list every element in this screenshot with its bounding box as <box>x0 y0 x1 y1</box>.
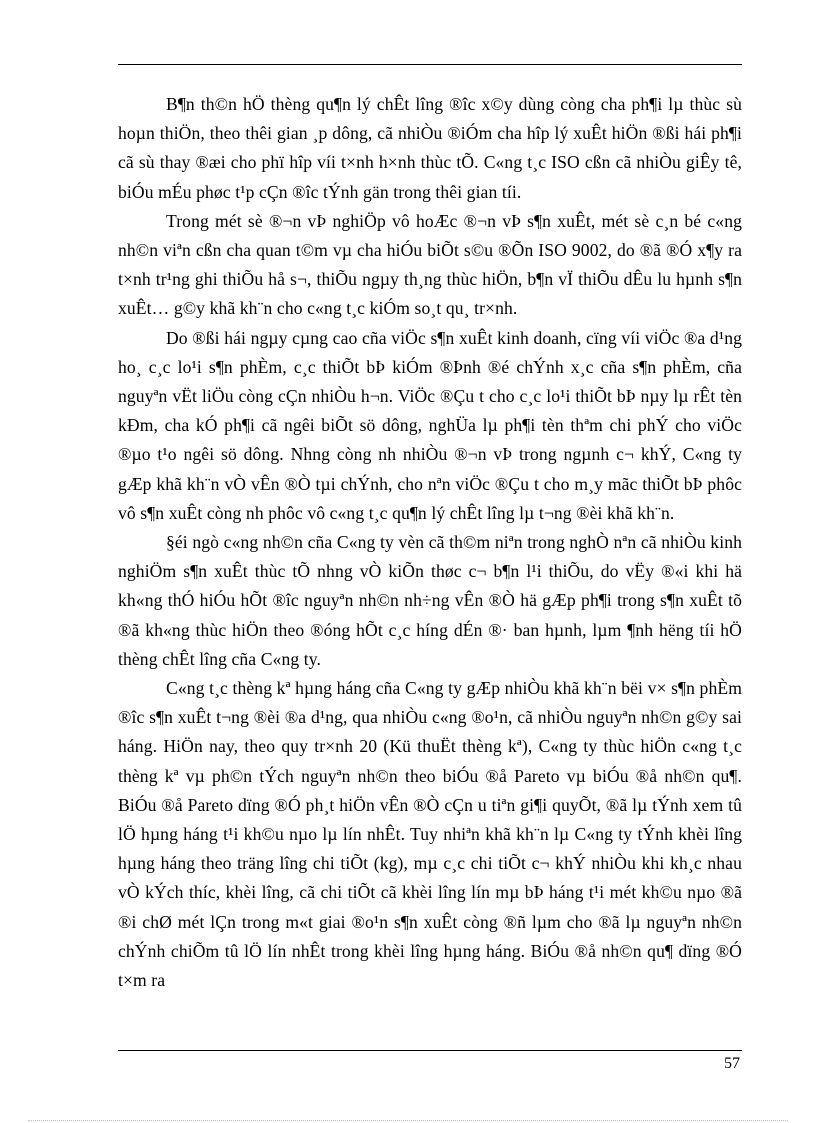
paragraph-1: B¶n th©n hÖ thèng qu¶n lý chÊt lîng ®îc x©y dùng còng cha ph¶i lµ thùc sù hoµn thiÖn, theo thêi gian ¸p dông, cã nhiÒu ®iÓm cha hîp lý xuÊt hiÖn ®ßi hái ph¶i cã sù thay ®æi cho phï hîp víi t×nh h×nh thùc tÕ. C«ng t¸c ISO cßn cã nhiÒu giÊy tê, biÓu mÉu phøc t¹p cÇn ®îc tÝnh gän trong thêi gian tíi. <box>118 94 742 202</box>
paragraph-5: C«ng t¸c thèng kª hµng háng cña C«ng ty gÆp nhiÒu khã kh¨n bëi v× s¶n phÈm ®îc s¶n xuÊt t¬ng ®èi ®a d¹ng, qua nhiÒu c«ng ®o¹n, cã nhiÒu nguyªn nh©n g©y sai háng. HiÖn nay, theo quy tr×nh 20 (Kü thuËt thèng kª), C«ng ty thùc hiÖn c«ng t¸c thèng kª vµ ph©n tÝch nguyªn nh©n theo biÓu ®å Pareto vµ biÓu ®å nh©n qu¶. BiÓu ®å Pareto dïng ®Ó ph¸t hiÖn vÊn ®Ò cÇn u tiªn gi¶i quyÕt, ®ã lµ tÝnh xem tû lÖ hµng háng t¹i kh©u nµo lµ lín nhÊt. Tuy nhiªn khã kh¨n lµ C«ng ty tÝnh khèi lîng hµng háng theo träng lîng chi tiÕt (kg), mµ c¸c chi tiÕt c¬ khÝ nhiÒu khi kh¸c nhau vÒ kÝch thíc, khèi lîng, cã chi tiÕt cã khèi lîng lín mµ bÞ háng t¹i mét kh©u nµo ®ã ®i chØ mét lÇn trong m«t giai ®o¹n s¶n xuÊt còng ®ñ lµm cho ®ã lµ nguyªn nh©n chÝnh chiÕm tû lÖ lín nhÊt trong khèi lîng hµng háng. BiÓu ®å nh©n qu¶ dïng ®Ó t×m ra <box>118 678 742 991</box>
paragraph-2: Trong mét sè ®¬n vÞ nghiÖp vô hoÆc ®¬n vÞ s¶n xuÊt, mét sè c¸n bé c«ng nh©n viªn cßn cha quan t©m vµ cha hiÓu biÕt s©u ®Õn ISO 9002, do ®ã ®Ó x¶y ra t×nh tr¹ng ghi thiÕu hå s¬, thiÕu ngµy th¸ng thùc hiÖn, b¶n vÏ thiÕu dÊu lu hµnh s¶n xuÊt… g©y khã kh¨n cho c«ng t¸c kiÓm so¸t qu¸ tr×nh. <box>118 210 742 319</box>
footer-rule <box>118 1050 742 1051</box>
header-rule <box>118 64 742 65</box>
bottom-dotted-border <box>28 1120 788 1121</box>
paragraph-3: Do ®ßi hái ngµy cµng cao cña viÖc s¶n xuÊt kinh doanh, cïng víi viÖc ®a d¹ng ho¸ c¸c lo¹i s¶n phÈm, c¸c thiÕt bÞ kiÓm ®Þnh ®é chÝnh x¸c cña s¶n phÈm, cña nguyªn vËt liÖu còng cÇn nhiÒu h¬n. ViÖc ®Çu t cho c¸c lo¹i thiÕt bÞ nµy lµ rÊt tèn kÐm, cha kÓ ph¶i cã ngêi biÕt sö dông, nghÜa lµ ph¶i tèn thªm chi phÝ cho viÖc ®µo t¹o ngêi sö dông. Nhng còng nh nhiÒu ®¬n vÞ trong ngµnh c¬ khÝ, C«ng ty gÆp khã kh¨n vÒ vÊn ®Ò tµi chÝnh, cho nªn viÖc ®Çu t cho m¸y mãc thiÕt bÞ phôc vô s¶n xuÊt còng nh phôc vô c«ng t¸c qu¶n lý chÊt lîng lµ t¬ng ®èi khã kh¨n. <box>118 327 742 523</box>
page-number: 57 <box>724 1055 740 1072</box>
paragraph-4: §éi ngò c«ng nh©n cña C«ng ty vèn cã th©m niªn trong nghÒ nªn cã nhiÒu kinh nghiÖm s¶n xuÊt thùc tÕ nhng vÒ kiÕn thøc c¬ b¶n l¹i thiÕu, do vËy ®«i khi hä kh«ng thÓ hiÓu hÕt ®îc nguyªn nh©n nh÷ng vÊn ®Ò hä gÆp ph¶i trong s¶n xuÊt tõ ®ã kh«ng thùc hiÖn theo ®óng hÕt c¸c híng dÉn ®· ban hµnh, lµm ¶nh hëng tíi hÖ thèng chÊt lîng cña C«ng ty. <box>118 532 742 669</box>
body-text <box>118 90 742 1030</box>
